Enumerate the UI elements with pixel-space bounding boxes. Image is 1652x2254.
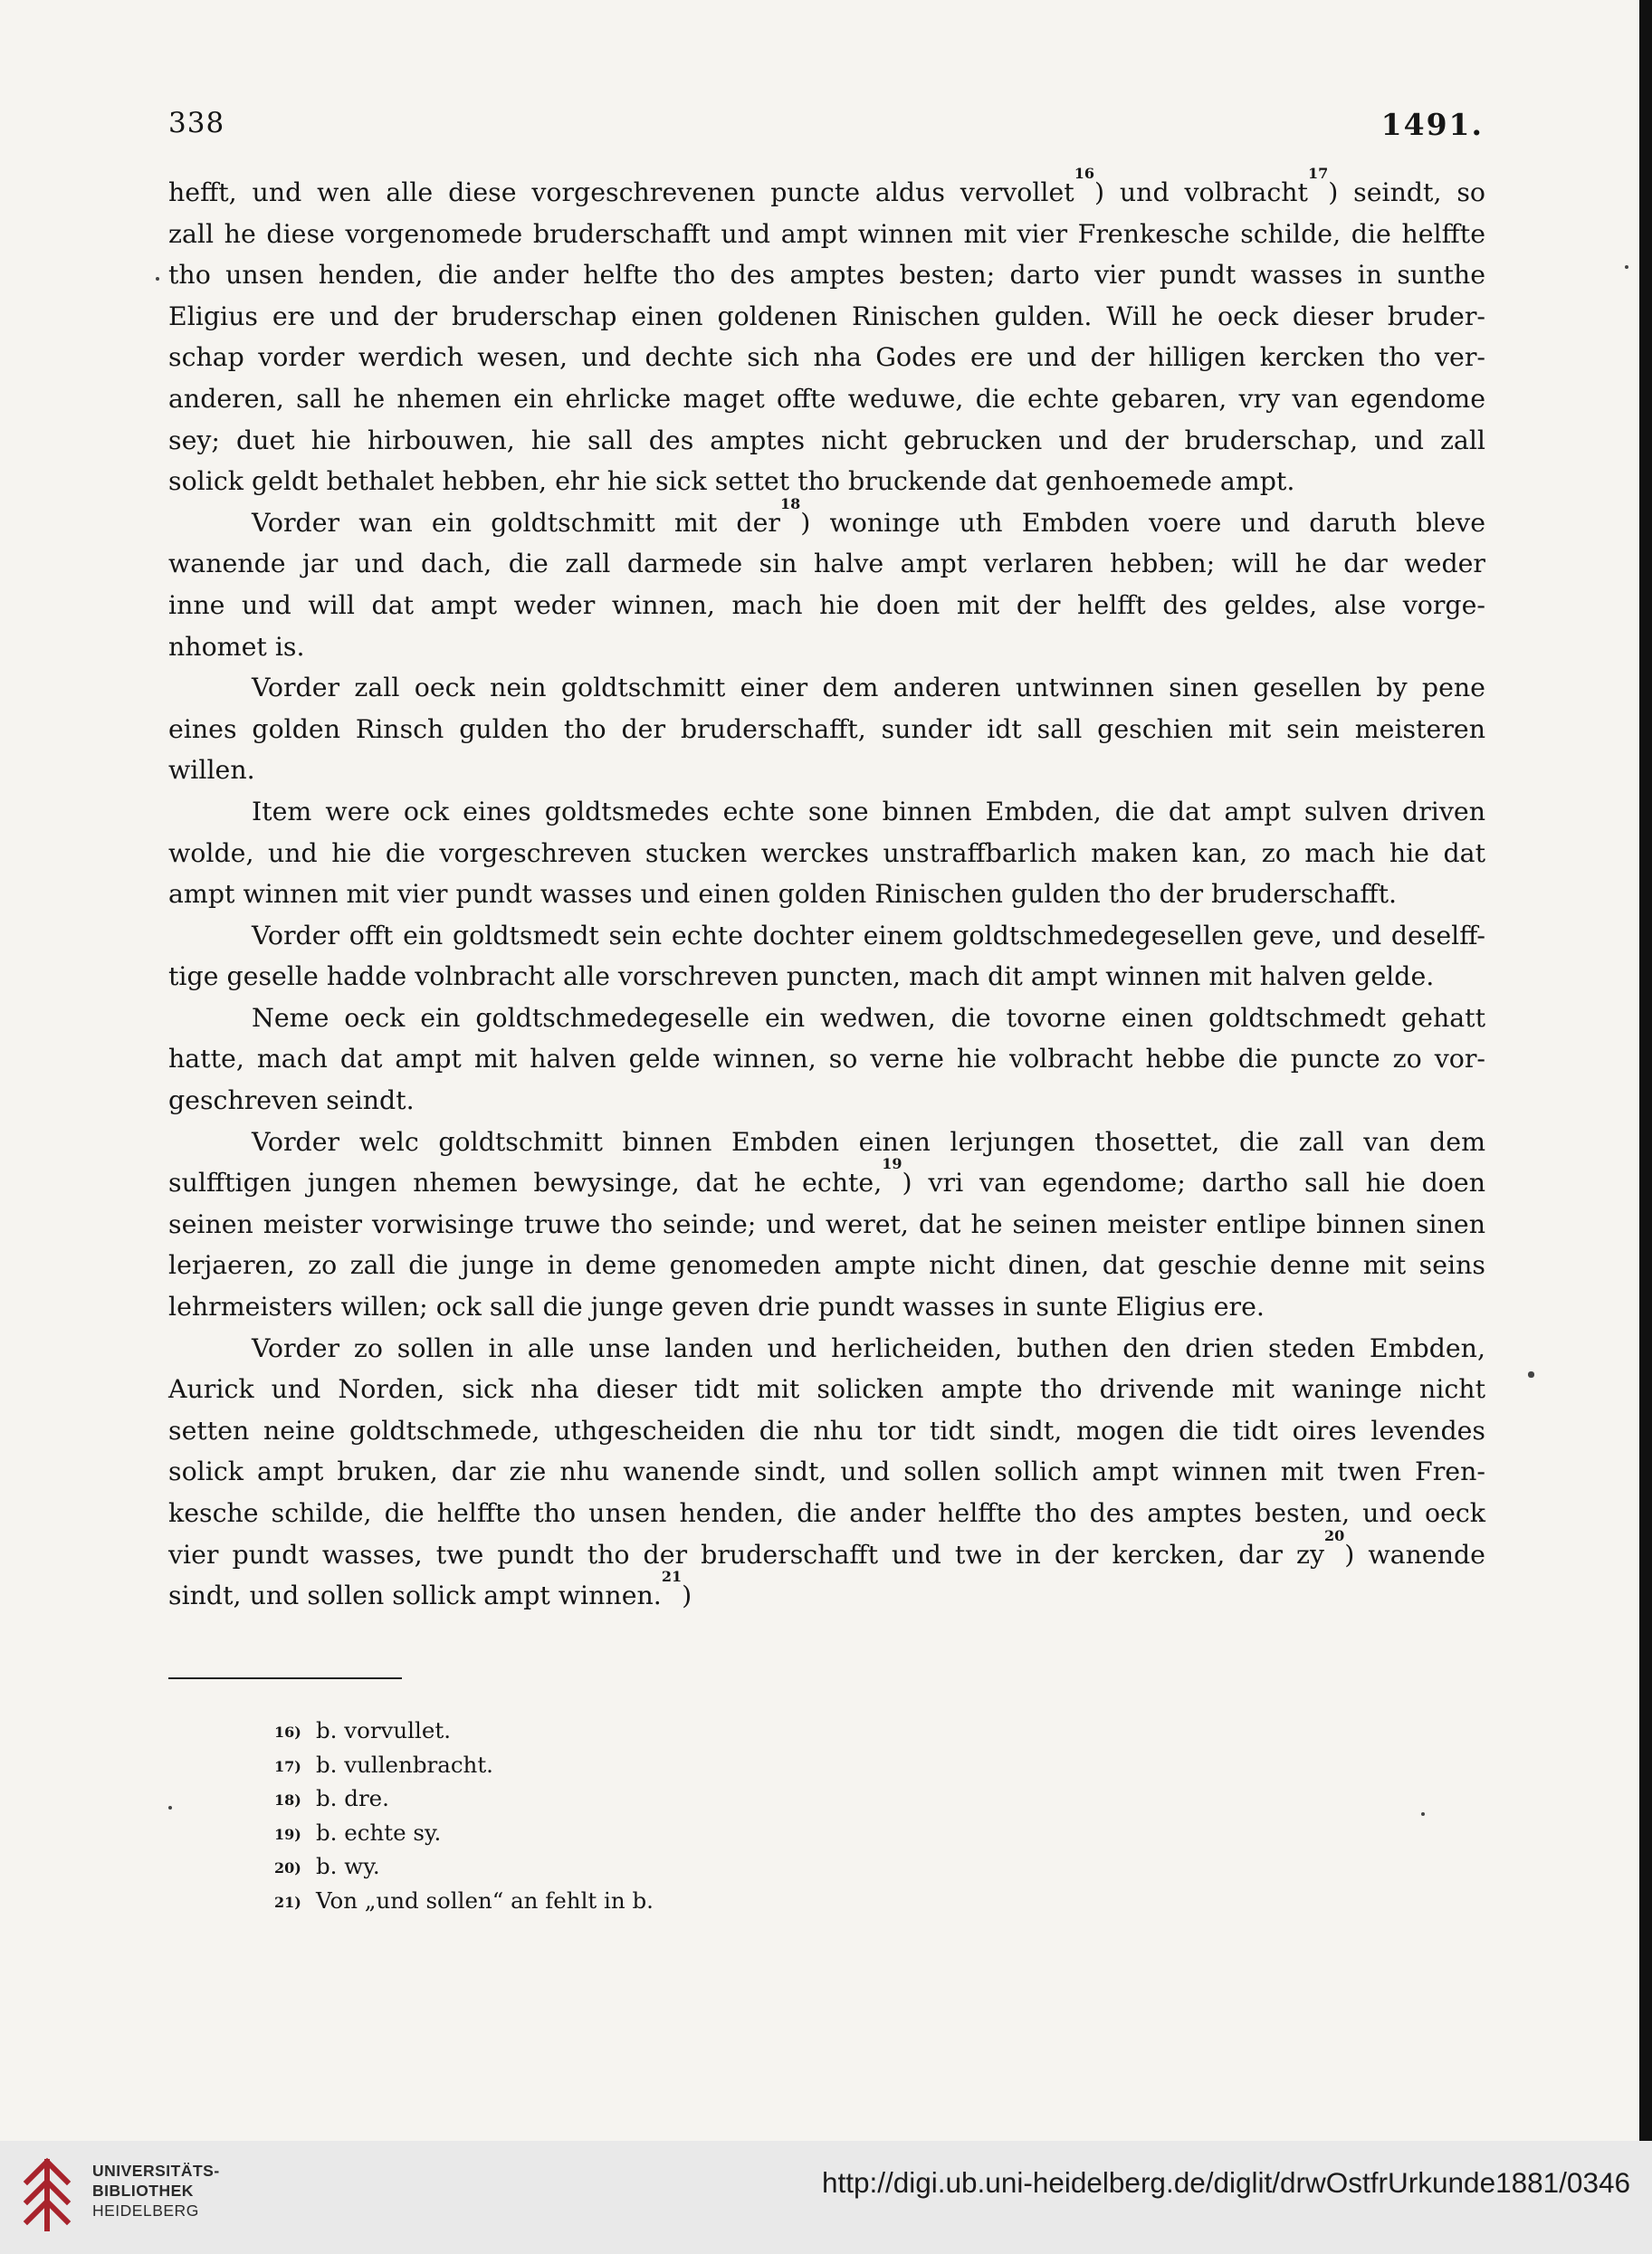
page-header — [168, 107, 1484, 147]
paragraph — [168, 1328, 1485, 1617]
text-segment: Item were ock eines goldtsmedes echte sone binnen Embden, die dat ampt sulven driven — [252, 796, 1485, 826]
text-segment: sey; duet hie hirbouwen, hie sall des amptes nicht gebrucken und der bruderschap, und zall — [168, 425, 1485, 455]
text-segment: Vorder zall oeck nein goldtschmitt einer dem anderen untwinnen sinen gesellen by pene — [252, 673, 1485, 703]
text-segment: sindt, und sollen sollick ampt winnen. — [168, 1581, 662, 1611]
text-line — [168, 1493, 1485, 1534]
footnote-number: 21) — [274, 1893, 301, 1911]
text-segment: tho unsen henden, die ander helfte tho des amptes besten; darto vier pundt wasses in sunthe — [168, 260, 1485, 291]
footnote-number: 16) — [274, 1724, 301, 1741]
text-line — [168, 833, 1485, 874]
footnote-reference: 16 — [1074, 165, 1094, 182]
footnote-text: Von „und sollen“ an fehlt in b. — [316, 1886, 654, 1914]
text-segment: Eligius ere und der bruderschap einen goldenen Rinischen gulden. Will he oeck dieser bruder- — [168, 301, 1485, 331]
scan-speck — [1528, 1371, 1534, 1378]
text-line — [168, 585, 1485, 626]
footnote — [274, 1849, 654, 1884]
text-segment: hefft, und wen alle diese vorgeschrevenen puncte aldus vervollet — [168, 177, 1074, 207]
paragraph — [168, 494, 1485, 667]
text-segment: ) und volbracht — [1093, 177, 1308, 207]
text-segment: Vorder offt ein goldtsmedt sein echte dochter einem goldtschmedegesellen geve, und deselff- — [252, 920, 1485, 950]
text-line — [168, 296, 1485, 338]
text-segment: ampt winnen mit vier pundt wasses und einen golden Rinischen gulden tho der bruderschafft. — [168, 879, 1398, 910]
document-body — [168, 165, 1485, 1617]
footnote-text: b. wy. — [316, 1853, 380, 1879]
text-segment: ) vri van egendome; dartho sall hie doen — [902, 1168, 1485, 1199]
text-segment: wanende jar und dach, die zall darmede sin halve ampt verlaren hebben; will he dar weder — [168, 549, 1485, 579]
footnote — [274, 1748, 654, 1782]
text-segment: eines golden Rinsch gulden tho der bruderschafft, sunder idt sall geschien mit sein meisteren — [168, 713, 1485, 744]
paragraph — [168, 165, 1485, 502]
text-line — [168, 1286, 1485, 1328]
text-segment: schap vorder werdich wesen, und dechte sich nha Godes ere und der hilligen kercken tho ver- — [168, 342, 1485, 373]
document-year: 1491. — [1380, 107, 1484, 142]
footnote — [274, 1884, 654, 1918]
paragraph — [168, 667, 1485, 791]
footnote — [274, 1781, 654, 1816]
text-segment: zall he diese vorgenomede bruderschafft und ampt winnen mit vier Frenkesche schilde, die helffte — [168, 218, 1485, 249]
text-segment: anderen, sall he nhemen ein ehrlicke maget offte weduwe, die echte gebaren, vry van egendome — [168, 383, 1485, 414]
scan-speck — [1421, 1812, 1425, 1816]
paragraph — [168, 1122, 1485, 1328]
text-line — [168, 1122, 1485, 1163]
text-segment: Vorder zo sollen in alle unse landen und herlicheiden, buthen den drien steden Embden, — [252, 1332, 1485, 1363]
text-line — [168, 1245, 1485, 1286]
text-segment: willen. — [168, 755, 255, 786]
footnote-reference: 19 — [882, 1155, 902, 1173]
footnote-text: b. echte sy. — [316, 1819, 442, 1846]
library-name-line-2: BIBLIOTHEK — [92, 2182, 194, 2200]
paragraph — [168, 998, 1485, 1122]
text-segment: solick geldt bethalet hebben, ehr hie sick settet tho bruckende dat genhoemede ampt. — [168, 466, 1295, 497]
library-name-line-1: UNIVERSITÄTS- — [92, 2162, 220, 2180]
text-line — [168, 1451, 1485, 1493]
footnote-text: b. dre. — [316, 1785, 389, 1811]
footnote-separator — [168, 1677, 402, 1679]
text-line — [168, 494, 1485, 544]
footnote-number: 19) — [274, 1825, 301, 1843]
paragraph — [168, 915, 1485, 998]
text-line — [168, 956, 1485, 998]
text-segment: setten neine goldtschmede, uthgescheiden die nhu tor tidt sindt, mogen die tidt oires levendes — [168, 1415, 1485, 1446]
text-segment: lehrmeisters willen; ock sall die junge geven drie pundt wasses in sunte Eligius ere. — [168, 1292, 1265, 1323]
text-segment: Neme oeck ein goldtschmedegeselle ein wedwen, die tovorne einen goldtschmedt gehatt — [252, 1002, 1485, 1033]
text-line — [168, 874, 1485, 915]
text-segment: kesche schilde, die helffte tho unsen henden, die ander helffte tho des amptes besten, und oeck — [168, 1498, 1485, 1528]
text-segment: hatte, mach dat ampt mit halven gelde winnen, so verne hie volbracht hebbe die puncte zo vor- — [168, 1044, 1485, 1074]
page-number: 338 — [168, 107, 225, 139]
text-segment: geschreven seindt. — [168, 1085, 415, 1116]
footnote-reference: 21 — [661, 1568, 683, 1586]
text-line — [168, 1038, 1485, 1080]
text-line — [168, 915, 1485, 957]
text-segment: wolde, und hie die vorgeschreven stucken werckes unstraffbarlich maken kan, zo mach hie dat — [168, 837, 1485, 868]
text-line — [168, 214, 1485, 255]
text-segment: seinen meister vorwisinge truwe tho seinde; und weret, dat he seinen meister entlipe binnen sinen — [168, 1208, 1485, 1239]
text-segment: ) wanende — [1344, 1539, 1485, 1570]
text-line — [168, 543, 1485, 585]
text-line — [168, 1155, 1485, 1204]
text-segment: tige geselle hadde volnbracht alle vorschreven puncten, mach dit ampt winnen mit halven gelde. — [168, 961, 1435, 992]
text-line — [168, 1204, 1485, 1246]
text-line — [168, 1526, 1485, 1576]
scan-edge-shadow — [1639, 0, 1652, 2141]
text-segment: Vorder welc goldtschmitt binnen Embden einen lerjungen thosettet, die zall van dem — [252, 1126, 1485, 1157]
text-line — [168, 1369, 1485, 1410]
university-library-logo-icon — [20, 2154, 85, 2236]
text-line — [168, 1568, 1485, 1617]
footnote — [274, 1816, 654, 1850]
footnote-number: 17) — [274, 1757, 301, 1775]
scan-speck — [168, 1806, 172, 1810]
text-segment: lerjaeren, zo zall die junge in deme genomeden ampte nicht dinen, dat geschie denne mit seins — [168, 1250, 1485, 1281]
permalink-url[interactable]: http://digi.ub.uni-heidelberg.de/diglit/drwOstfrUrkunde1881/0346 — [821, 2166, 1630, 2199]
text-line — [168, 1080, 1485, 1122]
text-segment: nhomet is. — [168, 631, 305, 662]
footnote-reference: 20 — [1324, 1526, 1345, 1544]
library-name — [92, 2161, 220, 2221]
text-line — [168, 791, 1485, 833]
text-line — [168, 1328, 1485, 1370]
text-line — [168, 998, 1485, 1039]
footnote-text: b. vorvullet. — [316, 1717, 451, 1743]
text-line — [168, 420, 1485, 462]
footnote-text: b. vullenbracht. — [316, 1751, 493, 1778]
footnote-reference: 17 — [1307, 165, 1329, 182]
text-segment: vier pundt wasses, twe pundt tho der bruderschafft und twe in der kercken, dar zy — [168, 1539, 1325, 1570]
text-line — [168, 750, 1485, 791]
scan-speck — [1625, 265, 1628, 269]
footnotes — [274, 1714, 654, 1917]
text-segment: ) — [682, 1581, 692, 1611]
text-segment: ) woninge uth Embden voere und daruth bleve — [800, 507, 1485, 538]
library-name-line-3: HEIDELBERG — [92, 2201, 199, 2220]
text-line — [168, 254, 1485, 296]
text-line — [168, 461, 1485, 502]
text-line — [168, 378, 1485, 420]
text-line — [168, 337, 1485, 378]
scan-speck — [156, 277, 159, 281]
paragraph — [168, 791, 1485, 915]
text-line — [168, 626, 1485, 668]
text-line — [168, 667, 1485, 709]
text-line — [168, 709, 1485, 750]
text-segment: Vorder wan ein goldtschmitt mit der — [252, 507, 780, 538]
text-line — [168, 165, 1485, 214]
footnote — [274, 1714, 654, 1748]
text-segment: sulfftigen jungen nhemen bewysinge, dat he echte, — [168, 1168, 883, 1199]
footnote-number: 20) — [274, 1859, 301, 1877]
footnote-reference: 18 — [779, 494, 801, 512]
footnote-number: 18) — [274, 1791, 301, 1809]
viewer-footer — [0, 2141, 1652, 2254]
text-segment: ) seindt, so — [1328, 177, 1485, 207]
text-segment: inne und will dat ampt weder winnen, mach hie doen mit der helfft des geldes, alse vorge- — [168, 589, 1485, 620]
text-line — [168, 1410, 1485, 1452]
text-segment: Aurick und Norden, sick nha dieser tidt mit solicken ampte tho drivende mit waninge nicht — [168, 1374, 1485, 1405]
text-segment: solick ampt bruken, dar zie nhu wanende sindt, und sollen sollich ampt winnen mit twen Fren- — [168, 1457, 1485, 1487]
